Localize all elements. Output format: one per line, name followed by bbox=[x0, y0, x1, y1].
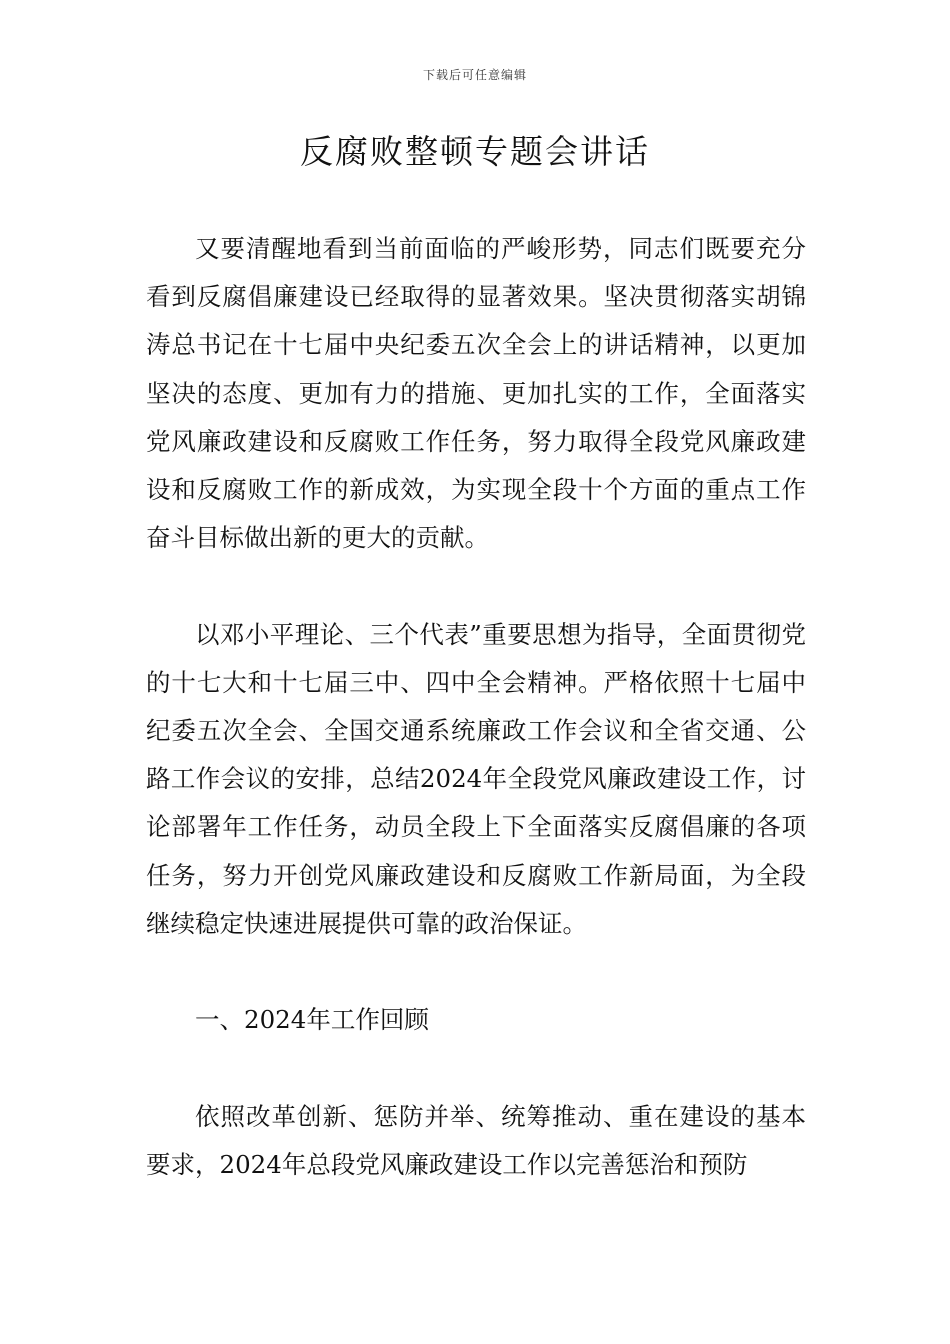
section-heading: 一、2024年工作回顾 bbox=[195, 1005, 429, 1035]
document-body bbox=[146, 225, 806, 1189]
paragraph-gap bbox=[146, 562, 806, 610]
paragraph-gap bbox=[146, 1044, 806, 1092]
paragraph-gap bbox=[146, 948, 806, 996]
paragraph-1: 又要清醒地看到当前面临的严峻形势，同志们既要充分看到反腐倡廉建设已经取得的显著效果。坚决贯彻落实胡锦涛总书记在十七届中央纪委五次全会上的讲话精神，以更加坚决的态度、更加有力的措施、更加扎实的工作，全面落实党风廉政建设和反腐败工作任务，努力取得全段党风廉政建设和反腐败工作的新成效，为实现全段十个方面的重点工作奋斗目标做出新的更大的贡献。 bbox=[146, 234, 806, 553]
header-note: 下载后可任意编辑 bbox=[422, 68, 527, 82]
document-title: 反腐败整顿专题会讲话 bbox=[300, 132, 650, 171]
paragraph-2: 以邓小平理论、三个代表”重要思想为指导，全面贯彻党的十七大和十七届三中、四中全会精神。严格依照十七届中纪委五次全会、全国交通系统廉政工作会议和全省交通、公路工作会议的安排，总结2024年全段党风廉政建设工作，讨论部署年工作任务，动员全段上下全面落实反腐倡廉的各项任务，努力开创党风廉政建设和反腐败工作新局面，为全段继续稳定快速进展提供可靠的政治保证。 bbox=[146, 619, 806, 938]
paragraph-3: 依照改革创新、惩防并举、统筹推动、重在建设的基本要求，2024年总段党风廉政建设工作以完善惩治和预防 bbox=[146, 1101, 806, 1179]
